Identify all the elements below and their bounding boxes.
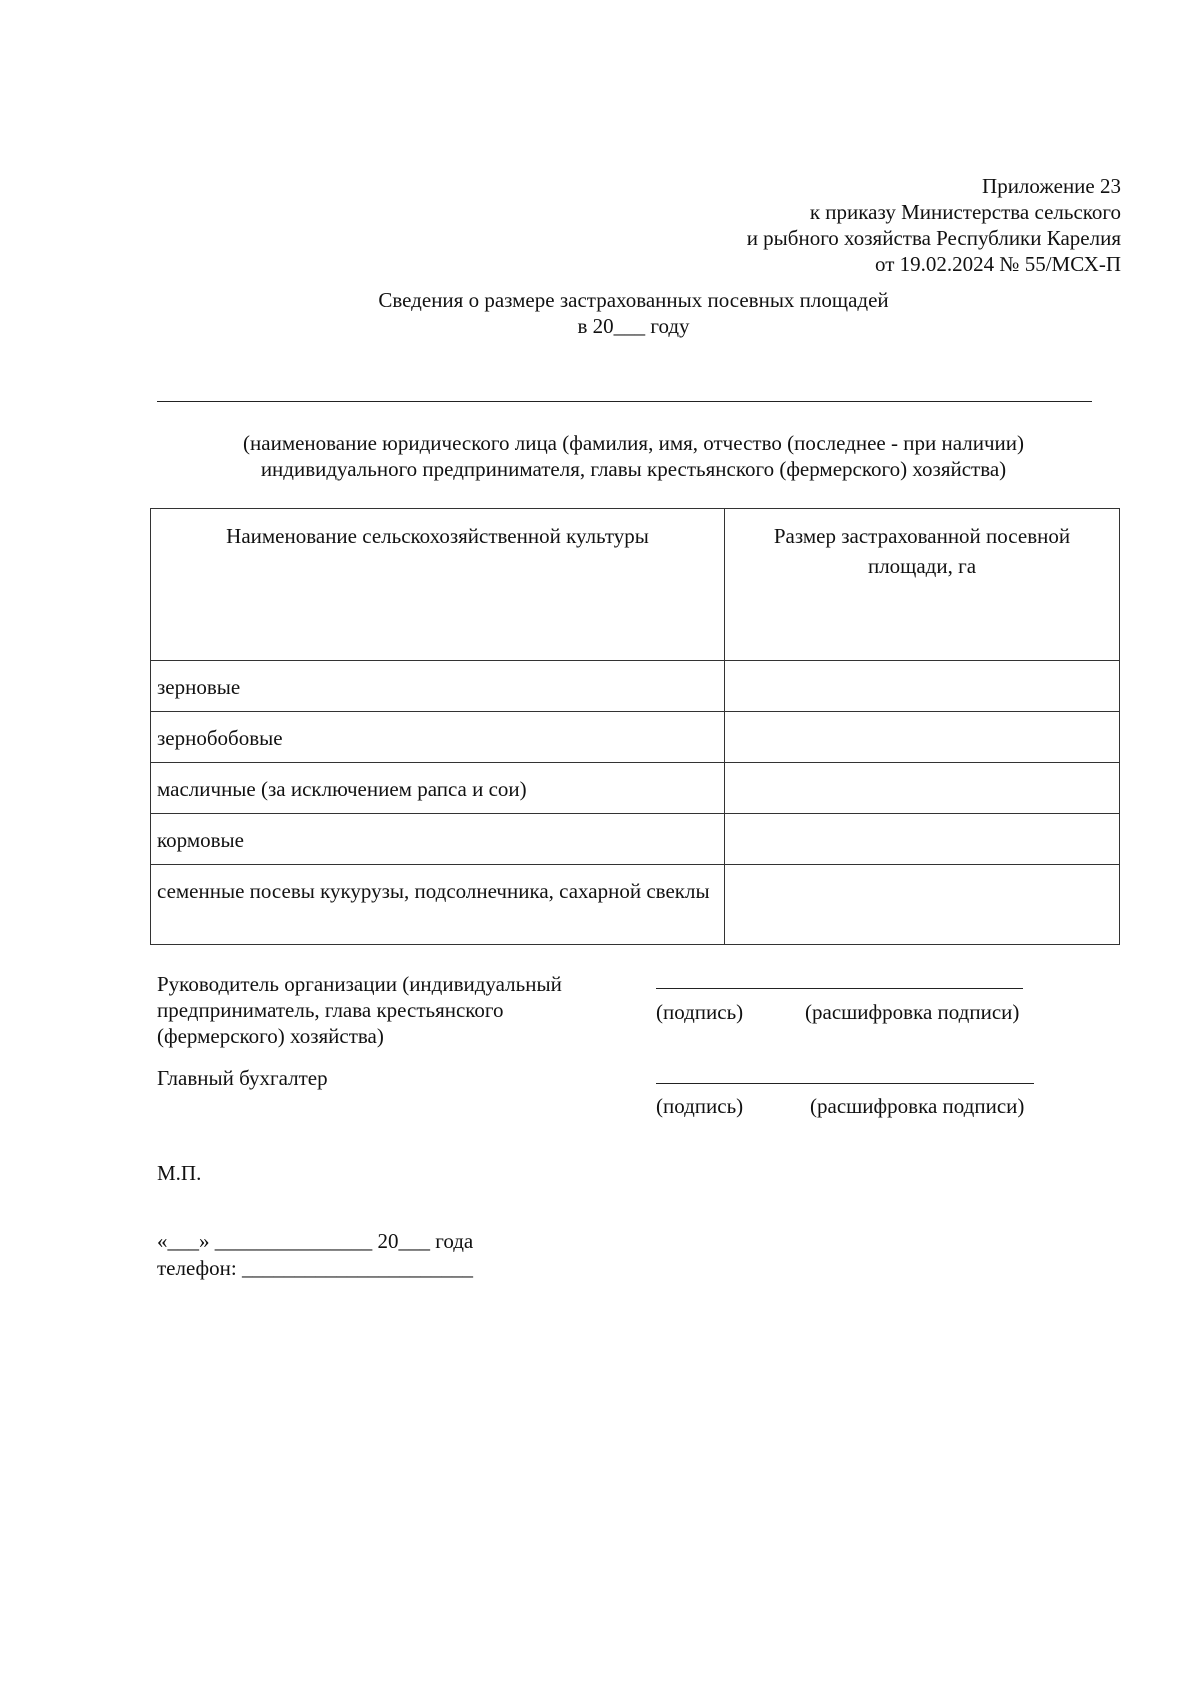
appendix-number: Приложение 23	[982, 174, 1121, 198]
area-cell[interactable]	[725, 712, 1120, 763]
appendix-date-line: от 19.02.2024 № 55/МСХ-П	[875, 252, 1121, 276]
table-header-row	[151, 509, 1120, 661]
appendix-order-line: к приказу Министерства сельского	[809, 200, 1121, 224]
crop-name-cell: масличные (за исключением рапса и сои)	[151, 763, 725, 814]
crop-name-cell: семенные посевы кукурузы, подсолнечника, сахарной свеклы	[151, 865, 725, 945]
title-line-1: Сведения о размере застрахованных посевных площадей	[378, 288, 889, 312]
head-title-line-2: предприниматель, глава крестьянского	[157, 998, 504, 1022]
head-decode-label: (расшифровка подписи)	[805, 1000, 1020, 1024]
accountant-title: Главный бухгалтер	[157, 1066, 328, 1090]
date-line[interactable]: «___» _______________ 20___ года	[157, 1229, 474, 1253]
header-crop-name: Наименование сельскохозяйственной культуры	[151, 509, 725, 661]
appendix-ministry-line: и рыбного хозяйства Республики Карелия	[746, 226, 1121, 250]
title-line-2: в 20___ году	[577, 314, 690, 338]
stamp-place: М.П.	[157, 1161, 202, 1185]
table-row	[151, 712, 1120, 763]
accountant-decode-label: (расшифровка подписи)	[810, 1094, 1025, 1118]
crop-name-cell: зернобобовые	[151, 712, 725, 763]
area-cell[interactable]	[725, 865, 1120, 945]
crop-area-table	[150, 508, 1120, 945]
head-signature-line[interactable]	[656, 988, 1023, 989]
table-row	[151, 865, 1120, 945]
table-row	[151, 763, 1120, 814]
entity-caption-line-1: (наименование юридического лица (фамилия, имя, отчество (последнее - при наличии)	[243, 431, 1024, 455]
phone-line[interactable]: телефон: ______________________	[157, 1256, 473, 1280]
crop-name-cell: зерновые	[151, 661, 725, 712]
head-title-line-3: (фермерского) хозяйства)	[157, 1024, 384, 1048]
area-cell[interactable]	[725, 661, 1120, 712]
table-row	[151, 661, 1120, 712]
accountant-sign-label: (подпись)	[656, 1094, 744, 1118]
header-insured-area: Размер застрахованной посевной площади, га	[725, 509, 1120, 661]
head-sign-label: (подпись)	[656, 1000, 744, 1024]
accountant-signature-line[interactable]	[656, 1083, 1034, 1084]
table-row	[151, 814, 1120, 865]
crop-name-cell: кормовые	[151, 814, 725, 865]
area-cell[interactable]	[725, 763, 1120, 814]
area-cell[interactable]	[725, 814, 1120, 865]
head-title-line-1: Руководитель организации (индивидуальный	[157, 972, 562, 996]
entity-name-line	[157, 401, 1092, 402]
entity-caption-line-2: индивидуального предпринимателя, главы крестьянского (фермерского) хозяйства)	[260, 457, 1007, 481]
